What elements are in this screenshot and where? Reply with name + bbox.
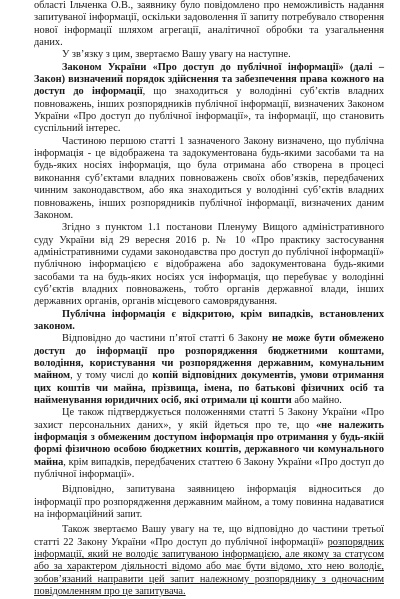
bold-text-run: Публічна інформація є відкритою, крім випадків, встановлених законом. — [34, 308, 384, 332]
text-run: Це також підтверджується положеннями статті 5 Закону України «Про захист персональних даних», у якій йдеться про те, що — [34, 407, 384, 431]
bold-text-run: копій відповідних документів, умови отримання цих коштів чи майна, прізвища, імена, по батькові фізичних осіб та найменування юридичних осіб, які отримали ці кошти — [34, 370, 384, 406]
paragraph-p05 — [34, 222, 384, 308]
paragraph-p07 — [34, 333, 384, 407]
text-run: Відповідно, запитувана заявницею інформація відноситься до інформації про розпорядження державним майном, а тому повинна надаватися на інформаційний запит. — [34, 484, 384, 521]
paragraph-p02 — [34, 49, 384, 61]
text-run: , що знаходиться у володінні суб’єктів владних повноважень, інших розпорядників публічної інформації, визначених Законом України «Про доступ до публічної інформації», та інформації, що становить суспільний інтерес. — [34, 86, 385, 135]
text-run: області Ільченка О.В., заявнику було повідомлено про неможливість надання запитуваної інформації, оскільки задоволення її запиту потребувало створення нової інформації шляхом агрегації, аналітичної обробки та узагальнення даних. — [34, 0, 384, 49]
text-run: , у тому числі до — [70, 370, 153, 382]
bold-text-run: «не належить інформація з обмеженим доступом інформація про отримання у будь-якій формі фізичною особою бюджетних коштів, державного чи комунального майна — [34, 419, 384, 468]
text-run: Відповідно до частини п’ятої статті 6 Закону — [62, 333, 272, 345]
bold-text-run: не може бути обмежено доступ до інформації про розпорядження бюджетними коштами, володіння, користування чи розпорядження державним, комунальним майном — [34, 333, 384, 382]
bold-text-run: Законом України «Про доступ до публічної інформації» (далі – Закон) визначений порядок здійснення та забезпечення права кожного на доступ до інформації — [34, 61, 384, 98]
paragraph-p10 — [34, 524, 384, 598]
text-run: або майно. — [291, 395, 342, 406]
paragraph-p08 — [34, 407, 384, 481]
paragraph-p01 — [34, 0, 384, 49]
underlined-text-run: розпорядник інформації, який не володіє запитуваною інформацією, але якому за статусом або за характером діяльності відомо або має бути відомо, хто нею володіє, зобов’язаний направити цей запит належному розпоряднику з одночасним повідомленням про це запитувача. — [34, 536, 384, 598]
paragraph-p03 — [34, 62, 384, 136]
paragraph-p09 — [34, 484, 384, 521]
text-run: Частиною першою статті 1 зазначеного Закону визначено, що публічна інформація - це відображена та задокументована будь-якими засобами та на будь-яких носіях інформація, що була отримана або створена в процесі виконання суб’єктами владних повноважень своїх обов’язків, передбачених чинним законодавством, або яка знаходиться у володінні суб’єктів владних повноважень, інших розпорядників публічної інформації, визначених даним Законом. — [34, 135, 384, 221]
text-run: , крім випадків, передбачених статтею 6 Закону України «Про доступ до публічної інформації». — [34, 456, 384, 481]
paragraph-p06 — [34, 309, 384, 334]
text-run: Згідно з пунктом 1.1 постанови Пленуму Вищого адміністративного суду України від 29 вересня 2016 р. № 10 «Про практику застосування адміністративними судами законодавства про доступ до публічної інформації» публічною інформацією є відображена або задокументована будь-якими засобами та на будь-яких носіях уся інформація, що перебуває у володінні суб’єктів владних повноважень, тобто органів державної влади, інших державних органів, органів місцевого самоврядування. — [34, 222, 384, 308]
text-run: Також звертаємо Вашу увагу на те, що відповідно до частини третьої статті 22 Закону України «Про доступ до публічної інформації» — [34, 524, 384, 548]
text-run: У зв’язку з цим, звертаємо Вашу увагу на наступне. — [62, 49, 291, 61]
paragraph-p04 — [34, 136, 384, 222]
